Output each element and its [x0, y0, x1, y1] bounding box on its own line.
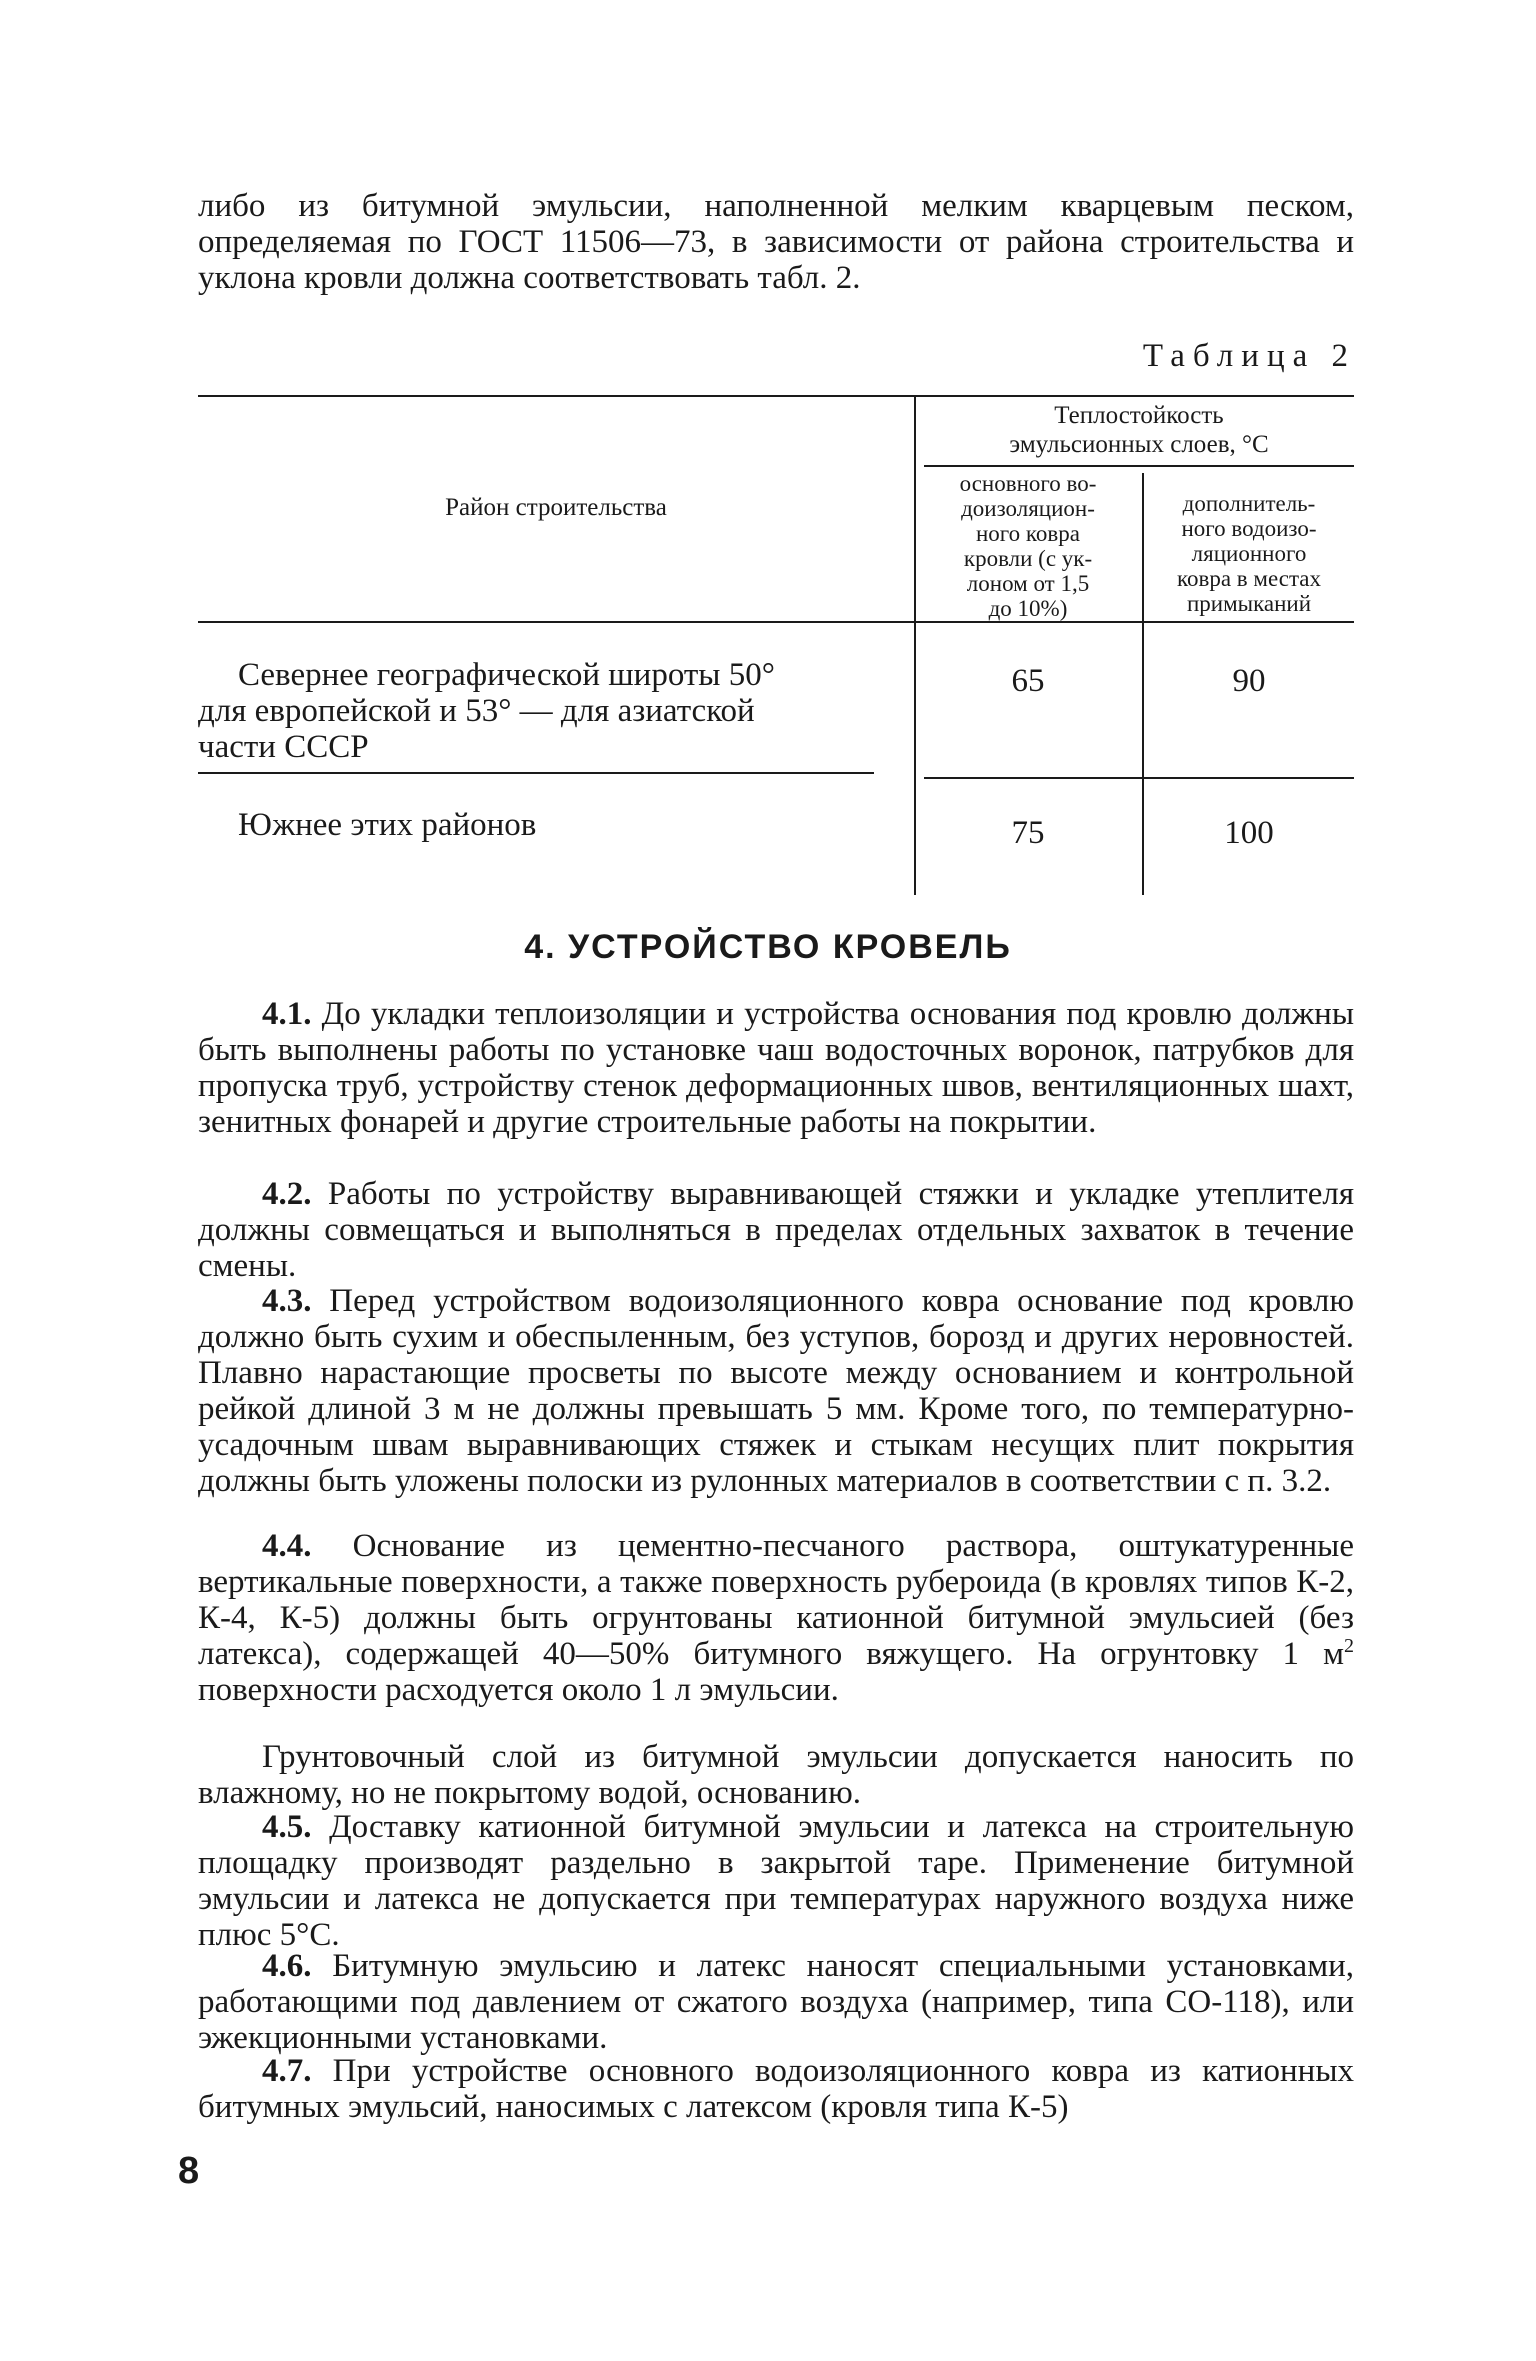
- paragraph-text: При устройстве основного водоизоляционного ковра из катионных битумных эмульсий, наносимых с латексом (кровля типа К-5): [198, 2053, 1354, 2125]
- paragraph-text: Битумную эмульсию и латекс наносят специальными установками, работающими под давлением от сжатого воздуха (например, типа СО-118), или эжекционными установками.: [198, 1948, 1354, 2056]
- header-col-extra: [1144, 491, 1354, 616]
- table-row-rule-right: [924, 777, 1354, 779]
- table-row-rule-left: [198, 772, 874, 774]
- table-2: [198, 395, 1354, 895]
- row-1-extra-value: 90: [1232, 663, 1266, 699]
- header-col-main-line-5: лоном от 1,5: [966, 571, 1090, 596]
- paragraph-text: Работы по устройству выравнивающей стяжки и укладке утеплителя должны совмещаться и выполняться в пределах отдельных захваток в течение смены.: [198, 1176, 1354, 1284]
- superscript: 2: [1344, 1635, 1354, 1657]
- header-col-extra-line-3: ляционного: [1191, 541, 1307, 566]
- header-col-extra-line-2: ного водоизо-: [1181, 516, 1317, 541]
- section-title: 4. УСТРОЙСТВО КРОВЕЛЬ: [524, 928, 1012, 966]
- paragraph-text: Перед устройством водоизоляционного ковра основание под кровлю должно быть сухим и обеспыленным, без уступов, борозд и других неровностей. Плавно нарастающие просветы по высоте между основанием и контрольной рейкой длиной 3 м не должны превышать 5 мм. Кроме того, по температурно-усадочным швам выравнивающих стяжек и стыкам несущих плит покрытия должны быть уложены полоски из рулонных материалов в соответствии с п. 3.2.: [198, 1283, 1354, 1499]
- page-number: 8: [178, 2150, 200, 2192]
- header-group: [924, 401, 1354, 459]
- header-col-main-line-6: до 10%): [988, 596, 1068, 621]
- paragraph-4-5: [198, 1809, 1354, 1953]
- paragraph-4-1: [198, 996, 1354, 1140]
- header-district: Район строительства: [445, 494, 667, 521]
- paragraph-text-continued: поверхности расходуется около 1 л эмульсии.: [198, 1672, 839, 1708]
- paragraph-number: 4.4.: [262, 1528, 312, 1564]
- paragraph-4-6: [198, 1948, 1354, 2056]
- paragraph-text: До укладки теплоизоляции и устройства основания под кровлю должны быть выполнены работы по установке чаш водосточных воронок, патрубков для пропуска труб, устройству стенок деформационных швов, вентиляционных шахт, зенитных фонарей и другие строительные работы на покрытии.: [198, 996, 1354, 1140]
- table-group-rule: [924, 465, 1354, 467]
- paragraph-text: Грунтовочный слой из битумной эмульсии допускается наносить по влажному, но не покрытому водой, основанию.: [198, 1739, 1354, 1811]
- header-col-main-line-4: кровли (с ук-: [963, 546, 1093, 571]
- row-2-extra-value: 100: [1224, 815, 1274, 851]
- row-1-district: [198, 657, 888, 765]
- paragraph-4-3: [198, 1283, 1354, 1499]
- row-1-main-value: 65: [1011, 663, 1045, 699]
- header-col-main: [914, 471, 1142, 621]
- table-caption: Таблица 2: [1142, 338, 1356, 374]
- header-col-main-line-2: доизоляцион-: [961, 496, 1095, 521]
- paragraph-number: 4.5.: [262, 1809, 312, 1845]
- row-1-district-line-3: части СССР: [198, 729, 369, 765]
- paragraph-number: 4.1.: [262, 996, 312, 1032]
- row-1-district-line-2: для европейской и 53° — для азиатской: [198, 693, 755, 729]
- paragraph-number: 4.7.: [262, 2053, 312, 2089]
- paragraph-number: 4.3.: [262, 1283, 312, 1319]
- paragraph-number: 4.2.: [262, 1176, 312, 1212]
- table-header-bottom-rule: [198, 621, 1354, 623]
- paragraph-text: Доставку катионной битумной эмульсии и латекса на строительную площадку производят раздельно в закрытой таре. Применение битумной эмульсии и латекса не допускается при температурах наружного воздуха ниже плюс 5°С.: [198, 1809, 1354, 1953]
- header-col-extra-line-1: дополнитель-: [1182, 491, 1316, 516]
- header-group-line-2: эмульсионных слоев, °С: [1009, 431, 1269, 458]
- table-top-rule: [198, 395, 1354, 397]
- header-col-main-line-3: ного ковра: [976, 521, 1080, 546]
- header-col-main-line-1: основного во-: [959, 471, 1097, 496]
- row-2-district: [198, 807, 888, 843]
- paragraph-4-2: [198, 1176, 1354, 1284]
- header-col-extra-line-5: примыканий: [1186, 591, 1312, 616]
- row-2-district-line-1: Южнее этих районов: [238, 807, 537, 843]
- row-1-district-line-1: Севернее географической широты 50°: [238, 657, 775, 693]
- paragraph-text: Основание из цементно-песчаного раствора, оштукатуренные вертикальные поверхности, а также поверхность рубероида (в кровлях типов К-2, К-4, К-5) должны быть огрунтованы катионной битумной эмульсией (без латекса), содержащей 40—50% битумного вяжущего. На огрунтовку 1 м: [198, 1528, 1354, 1672]
- paragraph-number: 4.6.: [262, 1948, 312, 1984]
- header-group-line-1: Теплостойкость: [1054, 402, 1224, 429]
- paragraph-4-7: [198, 2053, 1354, 2125]
- paragraph-4-4: [198, 1528, 1354, 1708]
- row-2-main-value: 75: [1011, 815, 1045, 851]
- header-col-extra-line-4: ковра в местах: [1176, 566, 1322, 591]
- paragraph-primer: [198, 1739, 1354, 1811]
- intro-paragraph: либо из битумной эмульсии, наполненной мелким кварцевым песком, определяемая по ГОСТ 11506—73, в зависимости от района строительства и уклона кровли должна соответствовать табл. 2.: [198, 188, 1354, 296]
